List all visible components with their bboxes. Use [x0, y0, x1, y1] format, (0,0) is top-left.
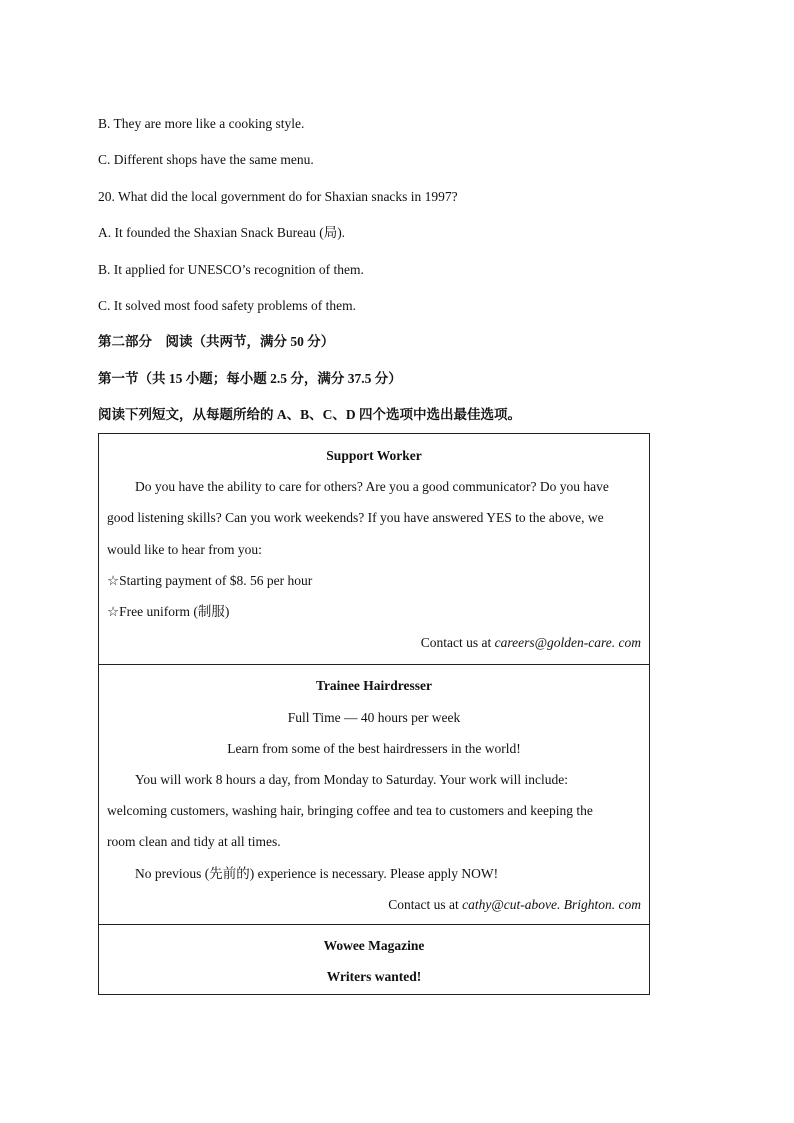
ad-text-line: Do you have the ability to care for others? Are you a good communicator? Do you have: [135, 479, 609, 494]
section-one-heading: 第一节（共 15 小题；每小题 2.5 分，满分 37.5 分）: [98, 371, 402, 386]
contact-email: cathy@cut-above. Brighton. com: [462, 897, 641, 912]
ad-bullet: ☆Starting payment of $8. 56 per hour: [107, 573, 313, 588]
ad-subtitle: Full Time — 40 hours per week: [287, 710, 461, 725]
contact-prefix: Contact us at: [420, 635, 495, 650]
option-20-a: A. It founded the Shaxian Snack Bureau (局).: [98, 225, 346, 240]
ad-contact: [107, 634, 641, 652]
contact-prefix: Contact us at: [388, 897, 463, 912]
part-two-heading: 第二部分 阅读（共两节，满分 50 分）: [98, 334, 335, 349]
ad-support-worker: [99, 434, 649, 664]
question-20-stem: 20. What did the local government do for Shaxian snacks in 1997?: [98, 189, 458, 204]
option-19-b: B. They are more like a cooking style.: [98, 116, 305, 131]
ad-text-line: You will work 8 hours a day, from Monday to Saturday. Your work will include:: [135, 772, 568, 787]
ad-wowee-magazine: [99, 925, 649, 995]
job-ads-table: [98, 433, 650, 995]
ad-contact: [107, 896, 641, 914]
option-19-c: C. Different shops have the same menu.: [98, 152, 314, 167]
ad-title: Wowee Magazine: [323, 938, 425, 953]
ad-text-line: would like to hear from you:: [107, 542, 262, 557]
ad-title: Support Worker: [326, 448, 422, 463]
ad-text-line: room clean and tidy at all times.: [107, 834, 281, 849]
ad-trainee-hairdresser: [99, 665, 649, 924]
ad-text-line: good listening skills? Can you work weekends? If you have answered YES to the above, we: [107, 510, 604, 525]
ad-text-line: welcoming customers, washing hair, bringing coffee and tea to customers and keeping the: [107, 803, 593, 818]
ad-subtitle: Writers wanted!: [326, 969, 422, 984]
option-20-b: B. It applied for UNESCO’s recognition of them.: [98, 262, 364, 277]
reading-instruction: 阅读下列短文，从每题所给的 A、B、C、D 四个选项中选出最佳选项。: [98, 407, 522, 422]
ad-text-line: No previous (先前的) experience is necessary. Please apply NOW!: [135, 866, 499, 881]
option-20-c: C. It solved most food safety problems of them.: [98, 298, 356, 313]
ad-bullet: ☆Free uniform (制服): [107, 604, 230, 619]
ad-tagline: Learn from some of the best hairdressers in the world!: [227, 741, 521, 756]
contact-email: careers@golden-care. com: [494, 635, 641, 650]
ad-title: Trainee Hairdresser: [315, 678, 433, 693]
